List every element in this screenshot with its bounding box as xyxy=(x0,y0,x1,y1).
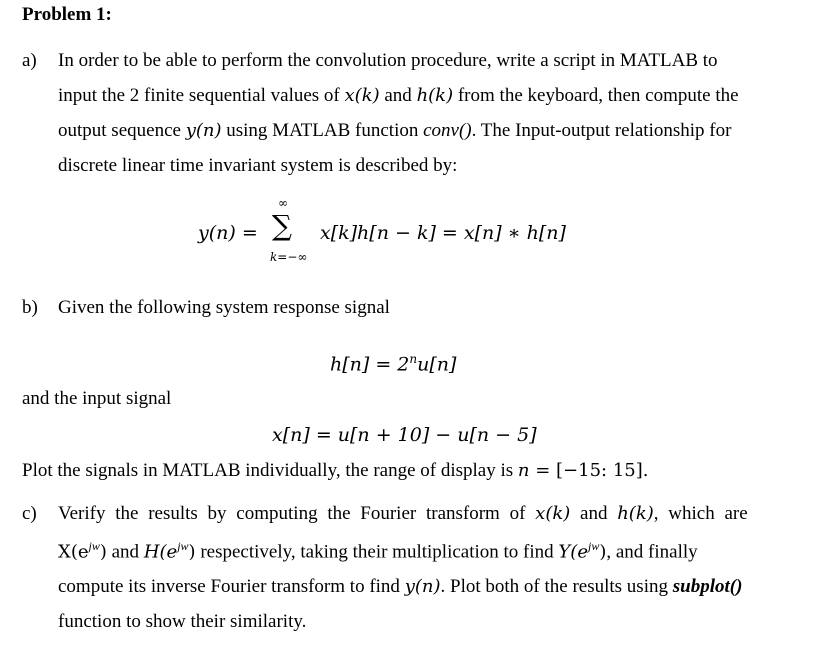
sum-lower-limit: k=−∞ xyxy=(270,250,308,264)
plot-instruction: Plot the signals in MATLAB individually, the range of display is n = [−15: 15]. xyxy=(22,460,649,481)
part-b-line-1: Given the following system response signal xyxy=(58,297,390,318)
part-a-line-2: input the 2 finite sequential values of x(k) and h(k) from the keyboard, then compute the xyxy=(58,85,739,106)
input-signal-equation: x[n] = u[n + 10] − u[n − 5] xyxy=(272,424,537,446)
part-a-marker: a) xyxy=(22,50,37,71)
summation-symbol: ∑ xyxy=(272,209,292,242)
part-c-line-2: $X(e^{jw})$ and $H(e^{jw})$ respectively, taking their multiplication to find $Y(e^{jw})$, and finally xyxy=(58,539,698,563)
convolution-lhs: y(n) = xyxy=(198,222,258,244)
convolution-rhs: x[k]h[n − k] = x[n] ∗ h[n] xyxy=(320,222,566,244)
part-a-line-3: output sequence y(n) using MATLAB function conv(). The Input-output relationship for xyxy=(58,120,732,141)
system-response-equation: $h[n] = 2^nu[n]$ xyxy=(330,352,457,376)
part-a-line-1: In order to be able to perform the convolution procedure, write a script in MATLAB to xyxy=(58,50,718,71)
sum-upper-limit: ∞ xyxy=(278,196,288,210)
part-c-marker: c) xyxy=(22,503,37,524)
part-b-marker: b) xyxy=(22,297,38,318)
part-a-line-4: discrete linear time invariant system is described by: xyxy=(58,155,458,176)
and-input-signal-text: and the input signal xyxy=(22,388,172,409)
part-c-line-4: function to show their similarity. xyxy=(58,611,307,632)
problem-title: Problem 1: xyxy=(22,4,112,25)
part-c-line-3: compute its inverse Fourier transform to find y(n). Plot both of the results using subplot() xyxy=(58,576,743,597)
part-c-line-1: Verify the results by computing the Fourier transform of x(k) and h(k), which are xyxy=(58,503,748,524)
